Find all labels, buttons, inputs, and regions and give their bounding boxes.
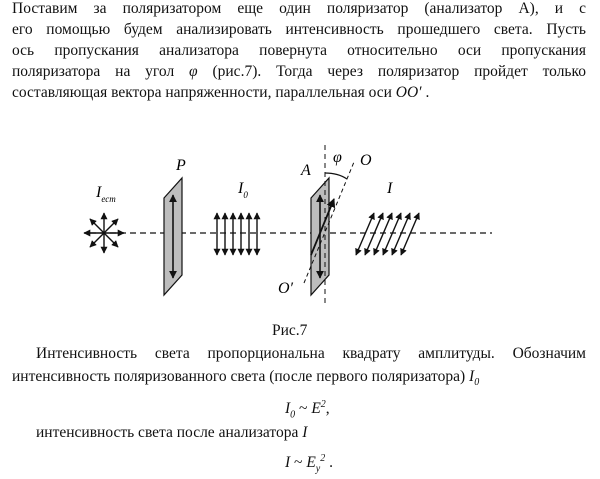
label-p: P: [176, 157, 186, 174]
label-i0: $I_0$: [238, 180, 248, 200]
text-line-2: его помощью будем анализировать интенсивность прошедшего света. Пусть: [12, 21, 586, 38]
text-line-5: [12, 84, 429, 102]
text-line-7-a: интенсивность поляризованного света (после первого поляризатора): [12, 368, 470, 385]
text-line-4: [12, 63, 586, 81]
label-i-est: $I_{ест}$: [96, 184, 116, 204]
text-line-5-b: .: [421, 84, 430, 101]
formula-i-ey2: I ~ $E_y^2$ .: [285, 453, 333, 475]
transmitted-light-arrows: [356, 213, 419, 255]
text-line-6: Интенсивность света пропорциональна квадрату амплитуды. Обозначим: [36, 345, 586, 362]
formula-i0-e2: $I_0$ ~ $E^2$,: [285, 399, 330, 421]
phi-symbol: φ: [189, 63, 198, 80]
text-line-4-b: (рис.7). Тогда через поляризатор пройдет только: [197, 63, 586, 80]
label-a: A: [301, 162, 311, 179]
i0-symbol: $I_0$: [469, 368, 480, 389]
label-phi: φ: [333, 149, 342, 166]
text-line-8: интенсивность света после анализатора I: [36, 424, 308, 441]
natural-light-star: [84, 213, 124, 253]
analyzer-a: [311, 178, 329, 295]
text-line-7: [12, 368, 479, 392]
figure-caption: Рис.7: [272, 322, 308, 339]
label-i: I: [387, 180, 393, 197]
text-line-1: Поставим за поляризатором еще один поляризатор (анализатор A), и с: [12, 0, 586, 17]
polarizer-diagram: [0, 135, 600, 320]
polarizer-p: [164, 178, 182, 295]
polarized-light-arrows: [217, 213, 257, 255]
label-o-prime: O′: [278, 280, 294, 297]
axis-oo-symbol: OO′: [395, 84, 422, 101]
text-line-5-a: составляющая вектора напряженности, параллельная оси: [12, 84, 396, 101]
label-o: O: [360, 152, 372, 169]
text-line-4-a: поляризатора на угол: [12, 63, 190, 80]
text-line-3: ось пропускания анализатора повернута относительно оси пропускания: [12, 42, 586, 59]
